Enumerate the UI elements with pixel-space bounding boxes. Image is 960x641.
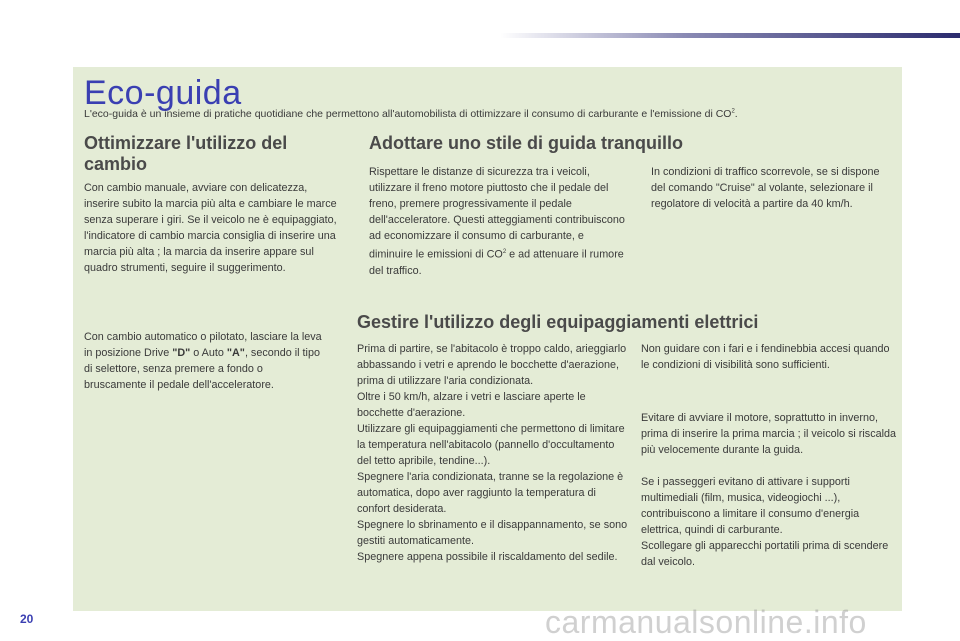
electric-line: Utilizzare gli equipaggiamenti che permettono di limitare la temperatura nell'abitacolo (pannello d'occultamento del tetto apribile, tendine...). <box>357 423 625 467</box>
section-title-gear: Ottimizzare l'utilizzo del cambio <box>84 133 288 174</box>
gear-automatic-paragraph: Con cambio automatico o pilotato, lasciare la leva in posizione Drive "D" o Auto "A", secondo il tipo di selettore, senza premere a fondo o bruscamente il pedale dell'acceleratore. <box>84 331 322 391</box>
electric-line: Prima di partire, se l'abitacolo è troppo caldo, arieggiarlo abbassando i vetri e aprendo le bocchette d'aerazione, prima di utilizzare l'aria condizionata. <box>357 343 627 387</box>
tranquil-right-paragraph: In condizioni di traffico scorrevole, se si dispone del comando "Cruise" al volante, selezionare il regolatore di velocità a partire da 40 km/h. <box>651 166 880 210</box>
electric-line: Spegnere l'aria condizionata, tranne se la regolazione è automatica, dopo aver raggiunto la temperatura di confort desiderata. <box>357 471 624 515</box>
electric-right-paragraph-1: Non guidare con i fari e i fendinebbia accesi quando le condizioni di visibilità sono sufficienti. <box>641 343 890 371</box>
electric-left-paragraphs <box>357 341 629 565</box>
section-title-electric: Gestire l'utilizzo degli equipaggiamenti elettrici <box>357 312 759 332</box>
electric-line: Oltre i 50 km/h, alzare i vetri e lasciare aperte le bocchette d'aerazione. <box>357 391 586 419</box>
intro-text: L'eco-guida è un insieme di pratiche quotidiane che permettono all'automobilista di ottimizzare il consumo di carburante e l'emissione di $CO^2$. <box>84 108 738 120</box>
page-title: Eco-guida <box>84 74 242 112</box>
section-title-tranquil: Adottare uno stile di guida tranquillo <box>369 133 683 153</box>
electric-line: Spegnere lo sbrinamento e il disappannamento, se sono gestiti automaticamente. <box>357 519 628 547</box>
header-decor-bar <box>500 33 960 38</box>
electric-right-paragraph-3: Se i passeggeri evitano di attivare i supporti multimediali (film, musica, videogiochi ...), contribuiscono a limitare il consumo d'energia elettrica, quindi di carburante. Scollegare gli apparecchi portatili prima di scendere dal veicolo. <box>641 476 889 568</box>
page-number: 20 <box>20 612 34 626</box>
watermark: carmanualsonline.info <box>545 604 867 640</box>
electric-line: Spegnere appena possibile il riscaldamento del sedile. <box>357 551 618 563</box>
tranquil-left-paragraph: Rispettare le distanze di sicurezza tra i veicoli, utilizzare il freno motore piuttosto che il pedale del freno, premere progressivamente il pedale dell'acceleratore. Questi atteggiamenti contribuiscono ad economizzare il consumo di carburante, e diminuire le emissioni di $CO^2$ e ad attenuare il rumore del traffico. <box>369 166 625 277</box>
electric-right-paragraph-2: Evitare di avviare il motore, soprattutto in inverno, prima di inserire la prima marcia ; il veicolo si riscalda più velocemente durante la guida. <box>641 412 897 456</box>
gear-manual-paragraph: Con cambio manuale, avviare con delicatezza, inserire subito la marcia più alta e cambiare le marce senza superare i giri. Se il veicolo ne è equipaggiato, l'indicatore di cambio marcia consiglia di inserire una marcia più alta ; la marcia da inserire appare sul quadro strumenti, seguire il suggerimento. <box>84 182 337 274</box>
